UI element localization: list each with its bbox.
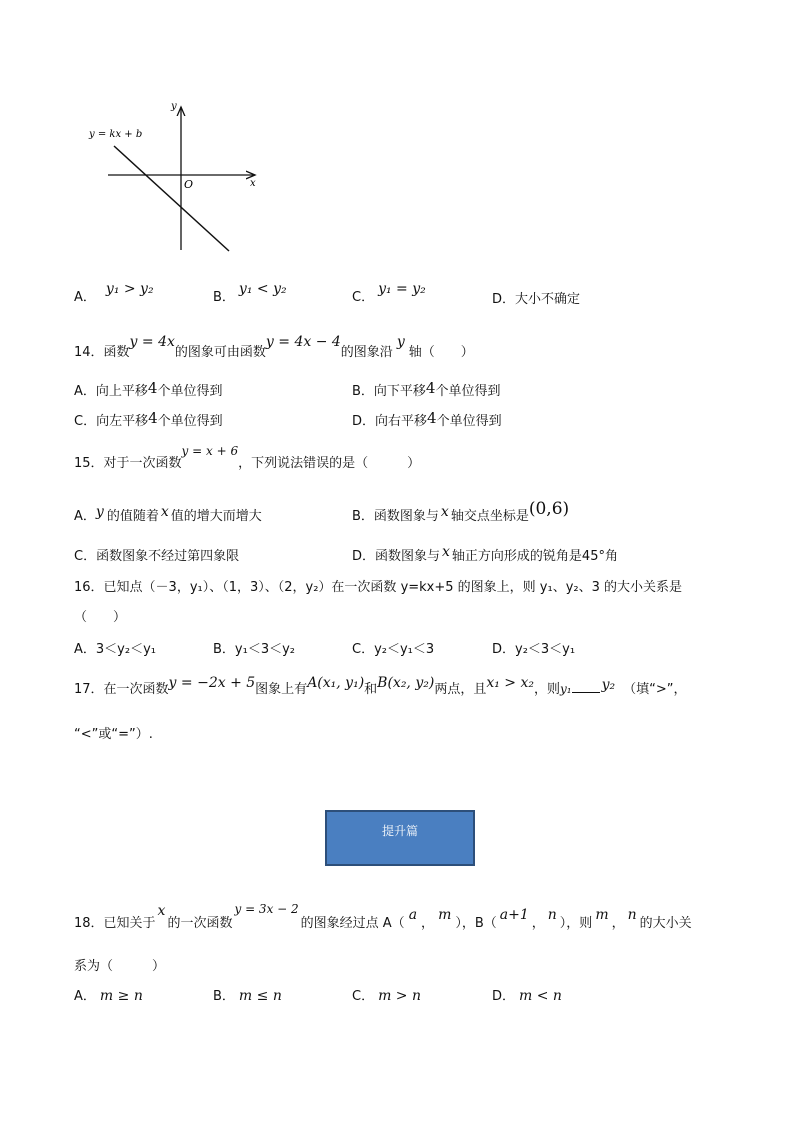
- q14-stem: 14．函数y = 4x的图象可由函数y = 4x − 4的图象沿y轴（ ）: [74, 334, 474, 360]
- function-line: [114, 146, 229, 251]
- x-axis-label: x: [250, 178, 256, 189]
- q13-option-a: A．y₁ > y₂: [74, 281, 154, 305]
- y-axis-label: y: [171, 101, 177, 112]
- q15-option-c: C．函数图象不经过第四象限: [74, 549, 240, 564]
- section-banner-label: 提升篇: [381, 824, 418, 838]
- linear-function-graph: [80, 95, 280, 260]
- q15-stem: 15．对于一次函数y = x + 6，下列说法错误的是（ ）: [74, 444, 421, 471]
- q18-option-d: D． m < n: [492, 988, 562, 1004]
- q15-option-d: D．函数图象与 x 轴正方向形成的锐角是45°角: [352, 544, 618, 564]
- q16-stem-cont: （ ）: [74, 610, 127, 625]
- origin-label: O: [184, 178, 194, 191]
- q15-option-b: B．函数图象与 x 轴交点坐标是(0,6): [352, 499, 570, 524]
- q18-option-a: A． m ≥ n: [74, 988, 143, 1004]
- q18-option-c: C． m > n: [352, 988, 422, 1004]
- q18-stem-cont: 系为（ ）: [74, 959, 166, 974]
- q14-option-a: A．向上平移4个单位得到: [74, 379, 223, 399]
- q17-answer-blank[interactable]: [572, 680, 600, 693]
- q18-stem: 18．已知关于x的一次函数y = 3x − 2的图象经过点 A（a，m），B（a+1，n），则m，n的大小关: [74, 902, 692, 931]
- q15-option-a: A．y 的值随着 x 值的增大而增大: [74, 504, 262, 524]
- section-banner: [325, 810, 475, 866]
- q16-option-b: B．y₁＜3＜y₂: [213, 642, 295, 657]
- q13-a-math: y₁ > y₂: [105, 281, 154, 297]
- q17-stem: 17．在一次函数y = −2x + 5图象上有A(x₁, y₁)和B(x₂, y₂)两点，且x₁ > x₂，则y₁ y₂ （填“>”，: [74, 675, 687, 697]
- q14-option-b: B．向下平移4个单位得到: [352, 379, 501, 399]
- q13-option-b: B．y₁ < y₂: [213, 281, 287, 305]
- q14-option-c: C．向左平移4个单位得到: [74, 409, 223, 429]
- q14-option-d: D．向右平移4个单位得到: [352, 409, 502, 429]
- line-label: y = kx + b: [89, 129, 143, 140]
- q13-option-c: C．y₁ = y₂: [352, 281, 426, 305]
- q13-option-d: D．大小不确定: [492, 292, 581, 307]
- q16-option-d: D．y₂＜3＜y₁: [492, 642, 576, 657]
- q17-stem-cont: “<”或“=”）.: [74, 727, 153, 742]
- q18-option-b: B． m ≤ n: [213, 988, 282, 1004]
- q13-b-math: y₁ < y₂: [238, 281, 287, 297]
- q13-c-math: y₁ = y₂: [378, 281, 426, 297]
- q16-option-c: C．y₂＜y₁＜3: [352, 642, 435, 657]
- q16-option-a: A．3＜y₂＜y₁: [74, 642, 156, 657]
- q16-stem: 16．已知点（－3，y₁）、（1，3）、（2，y₂）在一次函数 y=kx+5 的图象上，则 y₁、y₂、3 的大小关系是: [74, 580, 683, 595]
